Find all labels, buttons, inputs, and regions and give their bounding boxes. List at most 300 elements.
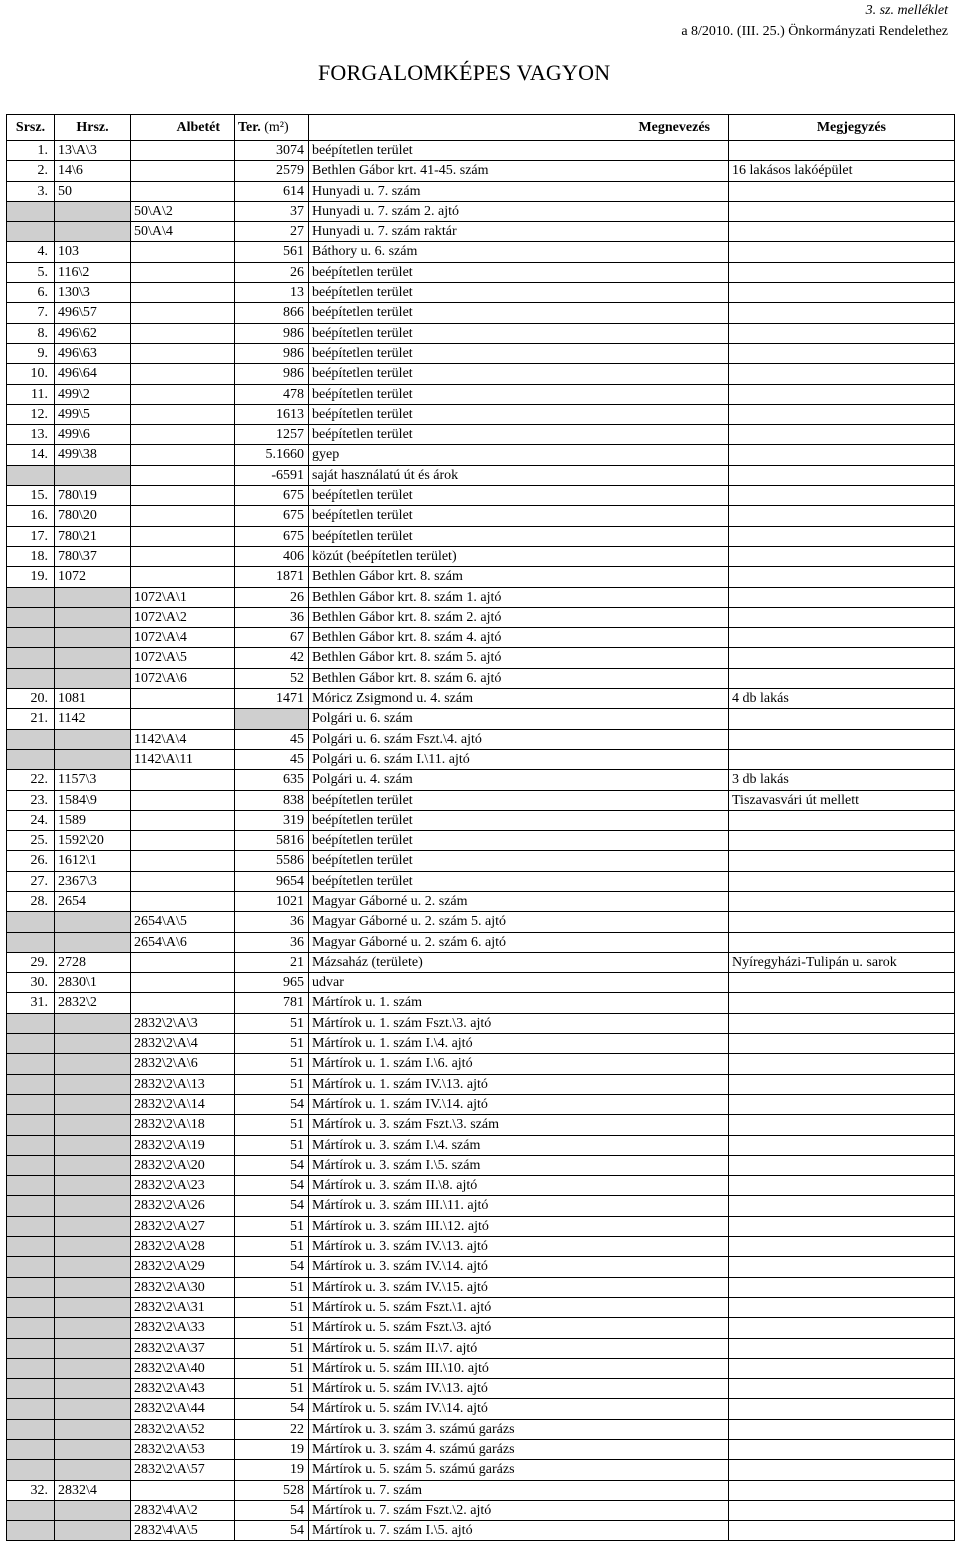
cell-megnevezes: Mártírok u. 3. szám 4. számú garázs (309, 1440, 729, 1460)
cell-megjegyzes (729, 709, 955, 729)
cell-megjegyzes (729, 1338, 955, 1358)
cell-megjegyzes (729, 1358, 955, 1378)
table-row (7, 181, 955, 201)
cell-hrsz (55, 1338, 131, 1358)
cell-megnevezes: Mártírok u. 5. szám Fszt.\3. ajtó (309, 1318, 729, 1338)
cell-hrsz: 499\6 (55, 425, 131, 445)
cell-srsz (7, 628, 55, 648)
cell-megnevezes: Mártírok u. 5. szám III.\10. ajtó (309, 1358, 729, 1378)
cell-srsz: 25. (7, 831, 55, 851)
table-row (7, 1440, 955, 1460)
cell-ter: 986 (235, 343, 309, 363)
cell-ter: 21 (235, 952, 309, 972)
cell-ter: 675 (235, 486, 309, 506)
table-row (7, 486, 955, 506)
cell-ter: 614 (235, 181, 309, 201)
cell-hrsz (55, 912, 131, 932)
cell-ter: 42 (235, 648, 309, 668)
cell-hrsz (55, 1440, 131, 1460)
cell-albetet (131, 343, 235, 363)
cell-megnevezes: beépítetlen terület (309, 364, 729, 384)
cell-megjegyzes (729, 729, 955, 749)
cell-albetet: 2832\2\A\44 (131, 1399, 235, 1419)
cell-ter: 478 (235, 384, 309, 404)
cell-albetet (131, 364, 235, 384)
table-row (7, 1318, 955, 1338)
cell-megjegyzes (729, 181, 955, 201)
cell-megjegyzes (729, 1115, 955, 1135)
cell-megnevezes: beépítetlen terület (309, 262, 729, 282)
cell-ter: 54 (235, 1500, 309, 1520)
cell-hrsz: 1072 (55, 567, 131, 587)
cell-megjegyzes (729, 343, 955, 363)
cell-srsz (7, 587, 55, 607)
cell-megnevezes: beépítetlen terület (309, 425, 729, 445)
cell-srsz (7, 465, 55, 485)
cell-hrsz (55, 1054, 131, 1074)
cell-megnevezes: Bethlen Gábor krt. 8. szám 5. ajtó (309, 648, 729, 668)
table-row (7, 303, 955, 323)
cell-hrsz (55, 1196, 131, 1216)
cell-albetet: 2832\2\A\13 (131, 1074, 235, 1094)
cell-hrsz (55, 201, 131, 221)
cell-megjegyzes (729, 1480, 955, 1500)
cell-albetet (131, 810, 235, 830)
table-row (7, 628, 955, 648)
cell-hrsz (55, 628, 131, 648)
cell-megjegyzes (729, 425, 955, 445)
table-row (7, 891, 955, 911)
cell-ter: 27 (235, 222, 309, 242)
cell-megnevezes: Mártírok u. 1. szám IV.\14. ajtó (309, 1094, 729, 1114)
cell-ter: 26 (235, 262, 309, 282)
cell-megnevezes: Mártírok u. 1. szám IV.\13. ajtó (309, 1074, 729, 1094)
cell-megjegyzes (729, 1440, 955, 1460)
column-header-ter (235, 115, 309, 141)
table-row (7, 283, 955, 303)
cell-albetet: 1142\A\4 (131, 729, 235, 749)
cell-srsz (7, 1115, 55, 1135)
cell-megjegyzes (729, 912, 955, 932)
cell-ter: 965 (235, 973, 309, 993)
cell-hrsz: 780\20 (55, 506, 131, 526)
cell-megnevezes: Magyar Gáborné u. 2. szám (309, 891, 729, 911)
cell-megnevezes: beépítetlen terület (309, 486, 729, 506)
cell-albetet: 2654\A\6 (131, 932, 235, 952)
cell-albetet (131, 161, 235, 181)
table-row (7, 1115, 955, 1135)
cell-srsz (7, 648, 55, 668)
cell-megjegyzes (729, 1460, 955, 1480)
table-row (7, 445, 955, 465)
cell-hrsz (55, 749, 131, 769)
cell-megnevezes: Bethlen Gábor krt. 8. szám 2. ajtó (309, 607, 729, 627)
cell-albetet (131, 465, 235, 485)
cell-megjegyzes (729, 1277, 955, 1297)
cell-ter: 51 (235, 1338, 309, 1358)
cell-albetet (131, 891, 235, 911)
cell-ter: 45 (235, 729, 309, 749)
cell-srsz (7, 749, 55, 769)
cell-megjegyzes (729, 323, 955, 343)
cell-srsz: 8. (7, 323, 55, 343)
cell-srsz (7, 1094, 55, 1114)
cell-albetet: 2832\4\A\2 (131, 1500, 235, 1520)
cell-srsz: 21. (7, 709, 55, 729)
table-row (7, 384, 955, 404)
cell-albetet: 1072\A\2 (131, 607, 235, 627)
cell-hrsz (55, 1460, 131, 1480)
table-row (7, 973, 955, 993)
cell-megjegyzes (729, 465, 955, 485)
cell-megjegyzes (729, 1074, 955, 1094)
cell-albetet (131, 181, 235, 201)
cell-srsz: 23. (7, 790, 55, 810)
cell-megjegyzes (729, 932, 955, 952)
cell-srsz (7, 1135, 55, 1155)
cell-megnevezes: Mártírok u. 5. szám Fszt.\1. ajtó (309, 1297, 729, 1317)
cell-hrsz (55, 1074, 131, 1094)
cell-ter: 36 (235, 932, 309, 952)
cell-megjegyzes (729, 1013, 955, 1033)
cell-ter: 51 (235, 1297, 309, 1317)
cell-megnevezes: Mártírok u. 1. szám Fszt.\3. ajtó (309, 1013, 729, 1033)
cell-srsz (7, 932, 55, 952)
table-row (7, 587, 955, 607)
table-row (7, 1480, 955, 1500)
table-row (7, 1399, 955, 1419)
cell-megjegyzes (729, 1379, 955, 1399)
cell-hrsz: 1589 (55, 810, 131, 830)
cell-megjegyzes (729, 1135, 955, 1155)
cell-hrsz: 2832\2 (55, 993, 131, 1013)
cell-srsz (7, 1419, 55, 1439)
cell-megnevezes: beépítetlen terület (309, 851, 729, 871)
cell-srsz: 15. (7, 486, 55, 506)
annex-label: 3. sz. melléklet (865, 3, 948, 18)
decree-reference: a 8/2010. (III. 25.) Önkormányzati Rendelethez (681, 24, 948, 39)
cell-albetet: 2832\2\A\53 (131, 1440, 235, 1460)
cell-megjegyzes (729, 201, 955, 221)
table-row (7, 201, 955, 221)
cell-hrsz (55, 1500, 131, 1520)
cell-ter: 406 (235, 546, 309, 566)
cell-megjegyzes (729, 668, 955, 688)
cell-hrsz: 1592\20 (55, 831, 131, 851)
cell-megjegyzes (729, 445, 955, 465)
cell-albetet: 2832\2\A\27 (131, 1216, 235, 1236)
cell-albetet (131, 384, 235, 404)
table-row (7, 1338, 955, 1358)
cell-albetet (131, 973, 235, 993)
cell-megnevezes: Mázsaház (területe) (309, 952, 729, 972)
table-row (7, 1074, 955, 1094)
cell-megjegyzes (729, 242, 955, 262)
cell-srsz (7, 1440, 55, 1460)
cell-megjegyzes (729, 1176, 955, 1196)
table-row (7, 851, 955, 871)
cell-srsz: 5. (7, 262, 55, 282)
cell-hrsz (55, 1521, 131, 1541)
cell-ter: 19 (235, 1460, 309, 1480)
table-row (7, 1155, 955, 1175)
cell-albetet: 2832\2\A\26 (131, 1196, 235, 1216)
cell-ter: 5586 (235, 851, 309, 871)
cell-albetet: 2832\2\A\18 (131, 1115, 235, 1135)
cell-megjegyzes (729, 1521, 955, 1541)
cell-megjegyzes (729, 1399, 955, 1419)
cell-ter: 51 (235, 1034, 309, 1054)
cell-srsz (7, 1034, 55, 1054)
cell-albetet: 2832\2\A\30 (131, 1277, 235, 1297)
cell-ter: 51 (235, 1074, 309, 1094)
cell-megjegyzes (729, 1500, 955, 1520)
cell-ter: 675 (235, 526, 309, 546)
table-row (7, 1460, 955, 1480)
cell-ter: 1471 (235, 689, 309, 709)
cell-srsz: 20. (7, 689, 55, 709)
cell-megjegyzes: 3 db lakás (729, 770, 955, 790)
table-row (7, 425, 955, 445)
cell-srsz: 9. (7, 343, 55, 363)
table-row (7, 222, 955, 242)
cell-srsz (7, 1277, 55, 1297)
cell-albetet (131, 851, 235, 871)
cell-srsz: 30. (7, 973, 55, 993)
cell-megjegyzes (729, 1318, 955, 1338)
cell-ter: 3074 (235, 141, 309, 161)
cell-megjegyzes (729, 526, 955, 546)
cell-megnevezes: beépítetlen terület (309, 831, 729, 851)
cell-srsz: 22. (7, 770, 55, 790)
cell-megnevezes: Polgári u. 6. szám Fszt.\4. ajtó (309, 729, 729, 749)
cell-albetet: 2832\2\A\3 (131, 1013, 235, 1033)
cell-megjegyzes (729, 749, 955, 769)
cell-megjegyzes (729, 486, 955, 506)
ter-unit: (m²) (264, 119, 289, 135)
cell-srsz: 32. (7, 1480, 55, 1500)
cell-ter: 635 (235, 770, 309, 790)
cell-albetet: 2832\2\A\19 (131, 1135, 235, 1155)
cell-albetet: 1072\A\5 (131, 648, 235, 668)
cell-srsz (7, 1054, 55, 1074)
cell-hrsz: 1157\3 (55, 770, 131, 790)
cell-megnevezes: beépítetlen terület (309, 526, 729, 546)
cell-hrsz: 13\A\3 (55, 141, 131, 161)
cell-srsz (7, 1196, 55, 1216)
table-row (7, 1196, 955, 1216)
cell-megnevezes: beépítetlen terület (309, 141, 729, 161)
cell-megnevezes: Mártírok u. 3. szám III.\12. ajtó (309, 1216, 729, 1236)
cell-megnevezes: Mártírok u. 7. szám (309, 1480, 729, 1500)
table-row (7, 1054, 955, 1074)
cell-albetet (131, 546, 235, 566)
table-row (7, 1297, 955, 1317)
cell-albetet: 2832\2\A\52 (131, 1419, 235, 1439)
cell-ter: 51 (235, 1013, 309, 1033)
cell-hrsz: 1584\9 (55, 790, 131, 810)
cell-megjegyzes (729, 891, 955, 911)
cell-ter: 561 (235, 242, 309, 262)
cell-megnevezes: Mártírok u. 5. szám II.\7. ajtó (309, 1338, 729, 1358)
cell-albetet: 2832\2\A\14 (131, 1094, 235, 1114)
cell-megjegyzes (729, 141, 955, 161)
cell-ter: 319 (235, 810, 309, 830)
cell-megnevezes: udvar (309, 973, 729, 993)
cell-ter: 52 (235, 668, 309, 688)
cell-megjegyzes (729, 1196, 955, 1216)
table-row (7, 262, 955, 282)
cell-hrsz (55, 1013, 131, 1033)
cell-srsz (7, 729, 55, 749)
cell-hrsz (55, 1257, 131, 1277)
cell-ter: 2579 (235, 161, 309, 181)
cell-ter: 51 (235, 1358, 309, 1378)
cell-ter: 19 (235, 1440, 309, 1460)
cell-megjegyzes: 4 db lakás (729, 689, 955, 709)
cell-hrsz: 499\2 (55, 384, 131, 404)
cell-albetet (131, 486, 235, 506)
table-row (7, 607, 955, 627)
cell-hrsz (55, 1399, 131, 1419)
cell-albetet: 2832\2\A\28 (131, 1237, 235, 1257)
cell-megnevezes: gyep (309, 445, 729, 465)
table-row (7, 242, 955, 262)
cell-megjegyzes (729, 506, 955, 526)
cell-hrsz: 2832\4 (55, 1480, 131, 1500)
cell-hrsz (55, 1277, 131, 1297)
cell-megnevezes: Mártírok u. 1. szám I.\6. ajtó (309, 1054, 729, 1074)
cell-albetet: 2832\2\A\33 (131, 1318, 235, 1338)
cell-megjegyzes (729, 871, 955, 891)
table-row (7, 1034, 955, 1054)
table-row (7, 161, 955, 181)
cell-hrsz (55, 1297, 131, 1317)
cell-megjegyzes (729, 1034, 955, 1054)
cell-srsz (7, 1237, 55, 1257)
cell-hrsz: 1081 (55, 689, 131, 709)
cell-albetet (131, 526, 235, 546)
table-row (7, 729, 955, 749)
table-row (7, 364, 955, 384)
cell-megjegyzes (729, 587, 955, 607)
column-header-megjegyzes: Megjegyzés (729, 115, 955, 141)
cell-megnevezes: beépítetlen terület (309, 323, 729, 343)
cell-srsz: 2. (7, 161, 55, 181)
cell-ter: 838 (235, 790, 309, 810)
cell-hrsz: 496\63 (55, 343, 131, 363)
cell-ter: 528 (235, 1480, 309, 1500)
cell-megjegyzes (729, 404, 955, 424)
cell-megnevezes: Mártírok u. 3. szám II.\8. ajtó (309, 1176, 729, 1196)
cell-megjegyzes (729, 567, 955, 587)
cell-albetet (131, 141, 235, 161)
cell-srsz (7, 1399, 55, 1419)
cell-albetet (131, 323, 235, 343)
cell-megnevezes: Mártírok u. 5. szám 5. számú garázs (309, 1460, 729, 1480)
table-row (7, 831, 955, 851)
cell-ter: 51 (235, 1379, 309, 1399)
cell-megnevezes: Mártírok u. 7. szám Fszt.\2. ajtó (309, 1500, 729, 1520)
cell-albetet (131, 445, 235, 465)
cell-megjegyzes (729, 831, 955, 851)
table-row (7, 770, 955, 790)
table-row (7, 1257, 955, 1277)
table-row (7, 932, 955, 952)
table-row (7, 141, 955, 161)
cell-srsz (7, 1176, 55, 1196)
cell-hrsz (55, 607, 131, 627)
cell-megjegyzes (729, 1257, 955, 1277)
cell-megnevezes: Magyar Gáborné u. 2. szám 5. ajtó (309, 912, 729, 932)
cell-srsz (7, 1216, 55, 1236)
cell-srsz: 7. (7, 303, 55, 323)
cell-ter: 54 (235, 1196, 309, 1216)
table-row (7, 1419, 955, 1439)
cell-srsz (7, 1500, 55, 1520)
cell-hrsz (55, 1034, 131, 1054)
cell-megnevezes: Mártírok u. 3. szám I.\4. szám (309, 1135, 729, 1155)
cell-hrsz (55, 1237, 131, 1257)
cell-srsz (7, 1297, 55, 1317)
cell-megjegyzes (729, 262, 955, 282)
cell-megjegyzes (729, 1297, 955, 1317)
cell-srsz (7, 1318, 55, 1338)
cell-hrsz: 499\5 (55, 404, 131, 424)
table-row (7, 546, 955, 566)
cell-megjegyzes (729, 973, 955, 993)
cell-megjegyzes (729, 283, 955, 303)
cell-megnevezes: Mártírok u. 3. szám IV.\14. ajtó (309, 1257, 729, 1277)
cell-srsz: 29. (7, 952, 55, 972)
cell-megjegyzes (729, 1054, 955, 1074)
cell-albetet (131, 262, 235, 282)
cell-megnevezes: Magyar Gáborné u. 2. szám 6. ajtó (309, 932, 729, 952)
table-row (7, 668, 955, 688)
cell-megnevezes: beépítetlen terület (309, 384, 729, 404)
cell-srsz: 4. (7, 242, 55, 262)
cell-ter: 781 (235, 993, 309, 1013)
cell-hrsz: 2367\3 (55, 871, 131, 891)
cell-srsz (7, 1460, 55, 1480)
cell-ter: 45 (235, 749, 309, 769)
cell-ter: 986 (235, 323, 309, 343)
cell-megnevezes: Mártírok u. 7. szám I.\5. ajtó (309, 1521, 729, 1541)
cell-albetet (131, 709, 235, 729)
cell-hrsz (55, 1135, 131, 1155)
table-row (7, 526, 955, 546)
cell-megnevezes: Báthory u. 6. szám (309, 242, 729, 262)
cell-megnevezes: Polgári u. 6. szám I.\11. ajtó (309, 749, 729, 769)
cell-megjegyzes (729, 546, 955, 566)
column-header-megnevezes: Megnevezés (309, 115, 729, 141)
cell-megnevezes: Hunyadi u. 7. szám (309, 181, 729, 201)
cell-hrsz (55, 222, 131, 242)
cell-megnevezes: beépítetlen terület (309, 790, 729, 810)
table-body (7, 141, 955, 1541)
cell-hrsz: 496\57 (55, 303, 131, 323)
cell-srsz: 18. (7, 546, 55, 566)
cell-hrsz (55, 1419, 131, 1439)
cell-megnevezes: Mártírok u. 1. szám (309, 993, 729, 1013)
cell-hrsz (55, 1318, 131, 1338)
table-row (7, 1500, 955, 1520)
table-row (7, 749, 955, 769)
cell-ter: 5816 (235, 831, 309, 851)
cell-hrsz (55, 668, 131, 688)
cell-ter: 26 (235, 587, 309, 607)
cell-albetet (131, 1480, 235, 1500)
